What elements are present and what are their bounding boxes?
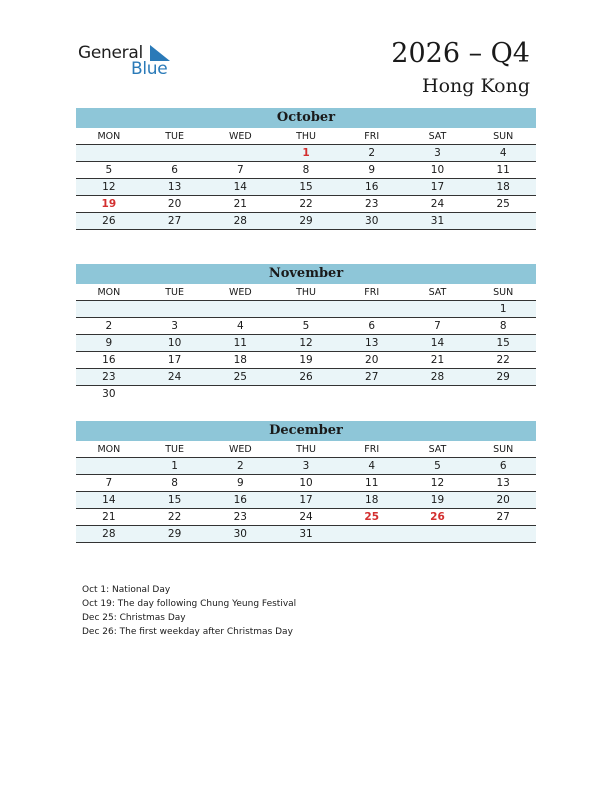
day-cell: 24 (167, 371, 182, 383)
weekday-label: MON (97, 444, 121, 455)
weekday-label: SUN (493, 131, 514, 142)
day-cell: 7 (236, 164, 244, 176)
day-cell: 20 (365, 354, 379, 366)
holiday-note: Oct 1: National Day (82, 585, 171, 595)
day-cell: 30 (102, 388, 116, 400)
logo-general-text: General (78, 43, 143, 63)
day-cell (470, 213, 536, 229)
day-cell: 22 (167, 511, 182, 523)
day-cell: 25 (496, 198, 510, 210)
day-cell: 15 (496, 337, 510, 349)
day-cell: 23 (102, 371, 116, 383)
day-cell: 1 (499, 303, 507, 315)
weekday-header-row (76, 441, 536, 458)
day-cell: 27 (496, 511, 510, 523)
day-cell: 3 (302, 460, 310, 472)
day-cell: 7 (434, 320, 441, 332)
day-cell (142, 301, 208, 317)
day-cell: 14 (233, 181, 247, 193)
day-cell: 29 (299, 215, 313, 227)
day-cell: 19 (299, 354, 313, 366)
day-cell: 29 (496, 371, 510, 383)
week-row (76, 352, 536, 369)
day-cell: 10 (430, 164, 445, 176)
day-cell: 3 (434, 147, 441, 159)
day-cell: 2 (105, 320, 113, 332)
day-cell: 22 (299, 198, 313, 210)
day-cell: 11 (365, 477, 379, 489)
day-cell: 20 (167, 198, 182, 210)
day-cell: 12 (299, 337, 313, 349)
weekday-label: TUE (165, 444, 184, 455)
holiday-day-cell: 1 (302, 147, 310, 159)
month-december (76, 421, 536, 543)
weekday-label: SUN (493, 287, 514, 298)
weekday-label: SAT (428, 131, 447, 142)
day-cell: 18 (233, 354, 247, 366)
month-october (76, 108, 536, 230)
weekday-label: SAT (428, 287, 447, 298)
day-cell: 20 (496, 494, 510, 506)
day-cell: 11 (233, 337, 247, 349)
day-cell (405, 301, 471, 317)
day-cell: 31 (430, 215, 445, 227)
day-cell (339, 526, 405, 542)
day-cell: 16 (233, 494, 247, 506)
day-cell: 30 (233, 528, 247, 540)
day-cell: 9 (105, 337, 113, 349)
weekday-label: WED (228, 287, 252, 298)
holiday-day-cell: 19 (101, 198, 117, 210)
weekday-label: MON (97, 287, 121, 298)
week-row (76, 213, 536, 230)
day-cell: 6 (368, 320, 376, 332)
logo (78, 40, 178, 80)
region-name: Hong Kong (422, 75, 530, 97)
day-cell: 22 (496, 354, 510, 366)
day-cell (76, 301, 142, 317)
week-row (76, 509, 536, 526)
day-cell (207, 145, 273, 161)
week-row (76, 179, 536, 196)
holiday-day-cell: 25 (364, 511, 380, 523)
day-cell: 25 (233, 371, 247, 383)
day-cell: 4 (368, 460, 376, 472)
day-cell (273, 386, 339, 403)
day-cell: 3 (171, 320, 178, 332)
day-cell: 2 (236, 460, 244, 472)
week-row (76, 458, 536, 475)
day-cell: 19 (430, 494, 445, 506)
day-cell: 18 (365, 494, 379, 506)
day-cell: 7 (105, 477, 113, 489)
holiday-notes (82, 583, 296, 639)
day-cell (142, 386, 208, 403)
day-cell: 13 (496, 477, 510, 489)
weekday-header-row (76, 128, 536, 145)
day-cell: 2 (368, 147, 376, 159)
weekday-label: THU (296, 287, 316, 298)
day-cell (339, 386, 405, 403)
day-cell: 6 (499, 460, 507, 472)
week-row (76, 196, 536, 213)
day-cell: 9 (236, 477, 244, 489)
day-cell: 13 (167, 181, 182, 193)
day-cell: 21 (430, 354, 445, 366)
day-cell: 24 (430, 198, 445, 210)
month-title: October (76, 108, 536, 128)
day-cell: 26 (299, 371, 313, 383)
weekday-label: FRI (364, 131, 380, 142)
weekday-label: MON (97, 131, 121, 142)
day-cell: 15 (167, 494, 182, 506)
day-cell: 12 (430, 477, 445, 489)
holiday-note: Dec 25: Christmas Day (82, 613, 186, 623)
day-cell (470, 386, 536, 403)
weekday-label: FRI (364, 287, 380, 298)
holiday-note: Oct 19: The day following Chung Yeung Festival (82, 599, 297, 609)
day-cell (339, 301, 405, 317)
day-cell: 5 (434, 460, 441, 472)
page-title: 2026 – Q4 (391, 38, 530, 69)
day-cell: 11 (496, 164, 510, 176)
day-cell: 9 (368, 164, 376, 176)
week-row (76, 318, 536, 335)
week-row (76, 145, 536, 162)
month-november (76, 264, 536, 403)
day-cell (273, 301, 339, 317)
weekday-label: THU (296, 131, 316, 142)
week-row (76, 475, 536, 492)
day-cell (142, 145, 208, 161)
day-cell: 5 (302, 320, 310, 332)
day-cell: 10 (299, 477, 313, 489)
day-cell: 30 (365, 215, 379, 227)
day-cell: 18 (496, 181, 510, 193)
weekday-label: FRI (364, 444, 380, 455)
day-cell (207, 386, 273, 403)
day-cell: 4 (499, 147, 507, 159)
day-cell: 15 (299, 181, 313, 193)
day-cell: 24 (299, 511, 313, 523)
day-cell: 5 (105, 164, 113, 176)
day-cell: 14 (430, 337, 445, 349)
week-row (76, 301, 536, 318)
month-title: December (76, 421, 536, 441)
day-cell: 8 (302, 164, 310, 176)
holiday-day-cell: 26 (430, 511, 445, 523)
week-row (76, 492, 536, 509)
day-cell: 17 (299, 494, 313, 506)
weekday-label: WED (228, 444, 252, 455)
day-cell: 17 (430, 181, 445, 193)
day-cell (76, 458, 142, 474)
day-cell: 28 (102, 528, 116, 540)
day-cell: 12 (102, 181, 116, 193)
day-cell: 6 (171, 164, 178, 176)
weekday-header-row (76, 284, 536, 301)
day-cell: 27 (167, 215, 182, 227)
week-row (76, 386, 536, 403)
day-cell: 13 (365, 337, 379, 349)
week-row (76, 526, 536, 543)
day-cell: 4 (236, 320, 244, 332)
day-cell (76, 145, 142, 161)
weekday-label: TUE (165, 131, 184, 142)
day-cell: 31 (299, 528, 313, 540)
day-cell: 28 (430, 371, 445, 383)
day-cell: 26 (102, 215, 116, 227)
day-cell: 28 (233, 215, 247, 227)
day-cell: 1 (171, 460, 178, 472)
logo-blue-text: Blue (131, 59, 168, 79)
week-row (76, 335, 536, 352)
day-cell: 16 (102, 354, 116, 366)
weekday-label: WED (228, 131, 252, 142)
day-cell (405, 526, 471, 542)
day-cell: 29 (167, 528, 182, 540)
day-cell: 14 (102, 494, 116, 506)
month-title: November (76, 264, 536, 284)
day-cell: 8 (499, 320, 507, 332)
day-cell: 21 (102, 511, 116, 523)
week-row (76, 162, 536, 179)
holiday-note: Dec 26: The first weekday after Christmas Day (82, 627, 293, 637)
weekday-label: SUN (493, 444, 514, 455)
day-cell (470, 526, 536, 542)
day-cell: 27 (365, 371, 379, 383)
day-cell: 23 (365, 198, 379, 210)
day-cell: 23 (233, 511, 247, 523)
day-cell: 10 (167, 337, 182, 349)
weekday-label: SAT (428, 444, 447, 455)
day-cell: 8 (171, 477, 178, 489)
week-row (76, 369, 536, 386)
day-cell: 16 (365, 181, 379, 193)
weekday-label: THU (296, 444, 316, 455)
weekday-label: TUE (165, 287, 184, 298)
day-cell (207, 301, 273, 317)
day-cell: 21 (233, 198, 247, 210)
day-cell (405, 386, 471, 403)
day-cell: 17 (167, 354, 182, 366)
